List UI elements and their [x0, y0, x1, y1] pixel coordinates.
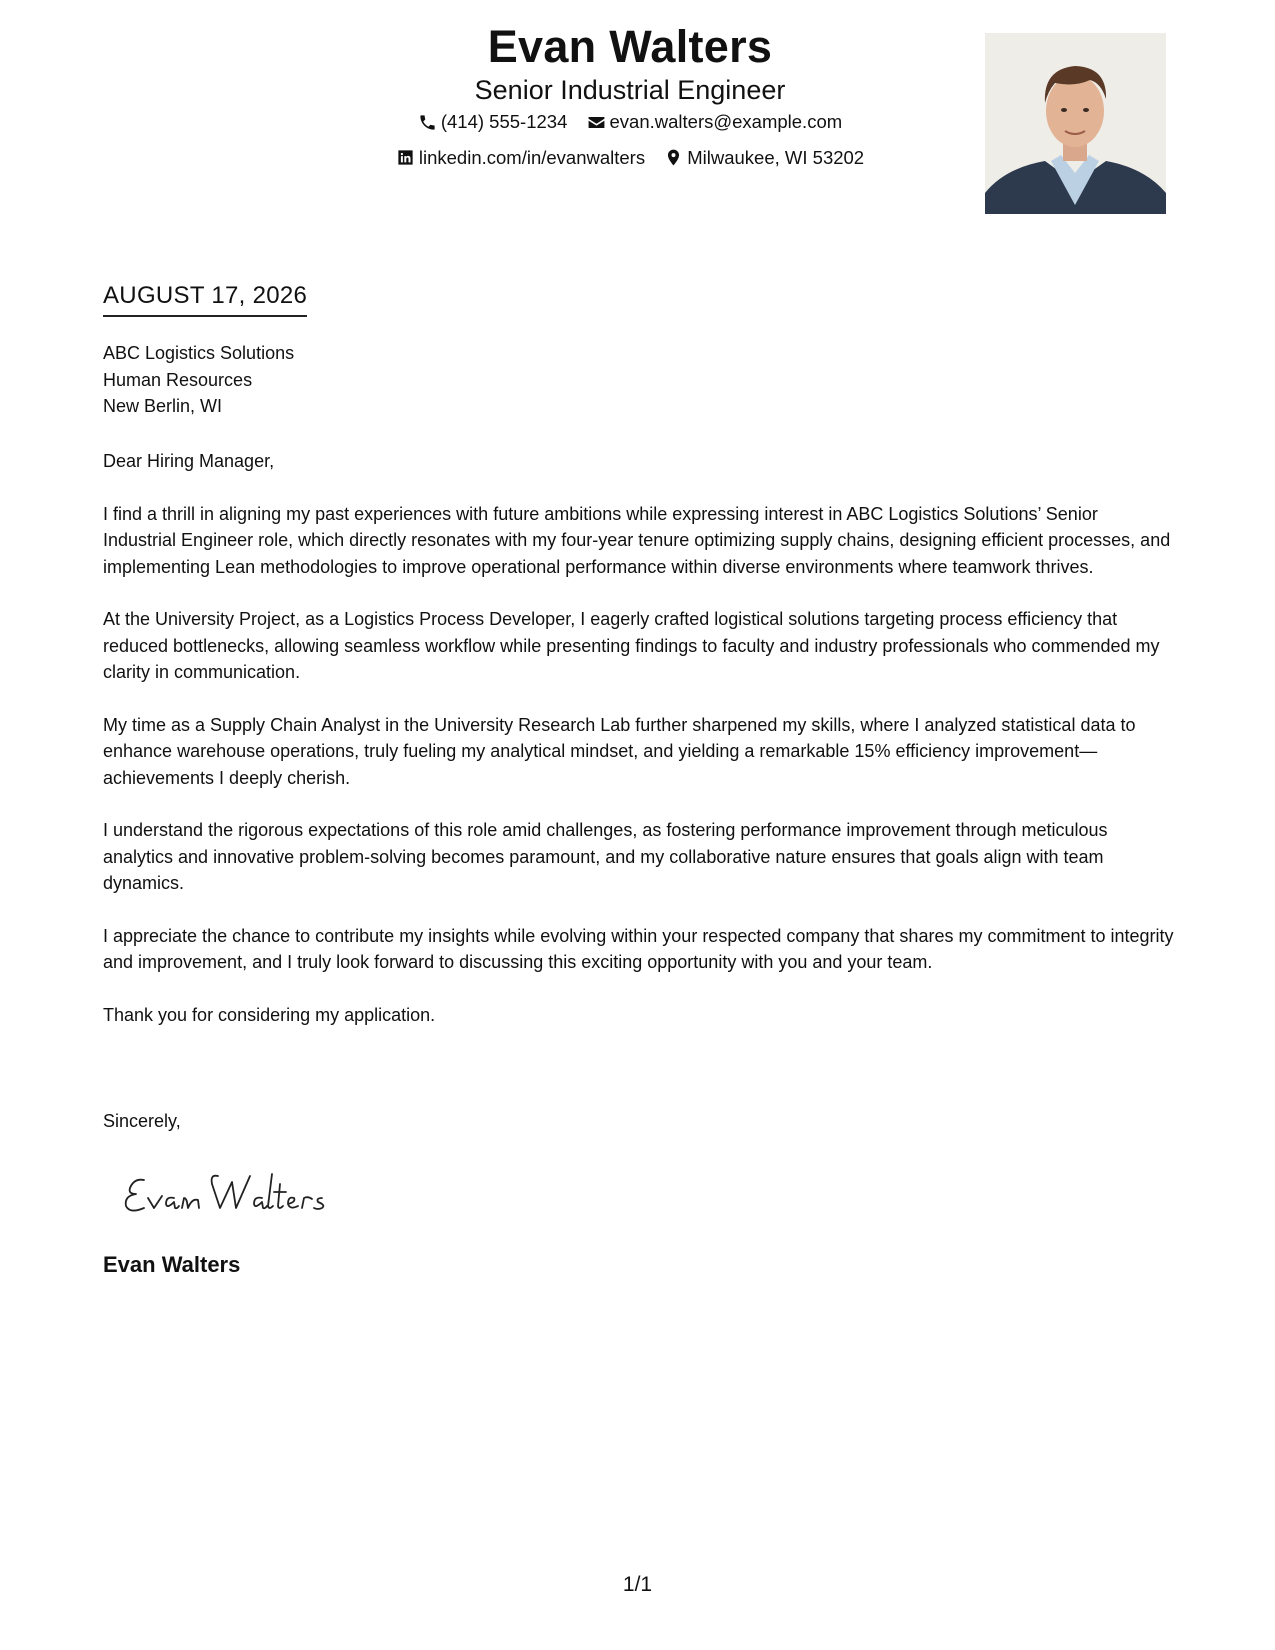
profile-photo-image [985, 33, 1166, 214]
recipient-company: ABC Logistics Solutions [103, 343, 295, 363]
signer-name: Evan Walters [103, 1252, 241, 1277]
handwritten-signature [122, 1162, 352, 1222]
envelope-icon [587, 113, 606, 132]
letter-paragraph: My time as a Supply Chain Analyst in the University Research Lab further sharpened my skills, where I analyzed statistical data to enhance warehouse operations, truly fueling my analytical mindset, and yielding a remarkable 15% efficiency improvement—achievements I deeply cherish. [103, 714, 1136, 788]
phone-icon [418, 113, 437, 132]
recipient-block [103, 340, 294, 420]
map-pin-icon [664, 148, 683, 167]
recipient-department: Human Resources [103, 369, 253, 390]
header-info [230, 20, 1030, 177]
phone-text: (414) 555-1234 [440, 111, 568, 132]
phone-contact [418, 106, 568, 138]
recipient-location: New Berlin, WI [103, 396, 223, 416]
location-contact [664, 142, 864, 174]
contact-row-1 [230, 106, 1030, 142]
letter-paragraph: At the University Project, as a Logistics Process Developer, I eagerly crafted logistical solutions targeting process efficiency that reduced bottlenecks, allowing seamless workflow while presenting findings to faculty and industry professionals who commended my clarity in communication. [103, 609, 1160, 682]
letter-body [103, 448, 1175, 1054]
linkedin-contact[interactable] [396, 142, 645, 174]
letter-paragraph: I appreciate the chance to contribute my insights while evolving within your respected company that shares my commitment to integrity and improvement, and I truly look forward to discussing this exciting opportunity with you and your team. [103, 925, 1174, 972]
letter-header [0, 20, 1275, 220]
letter-date: AUGUST 17, 2026 [103, 281, 307, 317]
applicant-name: Evan Walters [487, 21, 773, 72]
closing: Sincerely, [103, 1111, 181, 1131]
page-number: 1/1 [622, 1573, 653, 1596]
contact-row-2 [230, 142, 1030, 178]
location-text: Milwaukee, WI 53202 [687, 146, 865, 168]
linkedin-icon [396, 148, 415, 167]
letter-paragraph: I understand the rigorous expectations of this role amid challenges, as fostering performance improvement through meticulous analytics and innovative problem-solving becomes paramount, and my collaborative nature ensures that goals align with team dynamics. [103, 820, 1108, 893]
letter-paragraph: I find a thrill in aligning my past experiences with future ambitions while expressing interest in ABC Logistics Solutions’ Senior Industrial Engineer role, which directly resonates with my four-year tenure optimizing supply chains, designing efficient processes, and implementing Lean methodologies to improve operational performance within diverse environments where teamwork thrives. [103, 503, 1171, 577]
salutation: Dear Hiring Manager, [103, 451, 275, 471]
linkedin-text[interactable]: linkedin.com/in/evanwalters [418, 146, 646, 168]
signature-image [122, 1162, 352, 1222]
profile-photo [985, 33, 1166, 214]
letter-paragraph: Thank you for considering my application. [103, 1004, 436, 1025]
email-contact[interactable] [587, 106, 843, 138]
applicant-title: Senior Industrial Engineer [474, 75, 786, 105]
email-text[interactable]: evan.walters@example.com [609, 111, 843, 132]
